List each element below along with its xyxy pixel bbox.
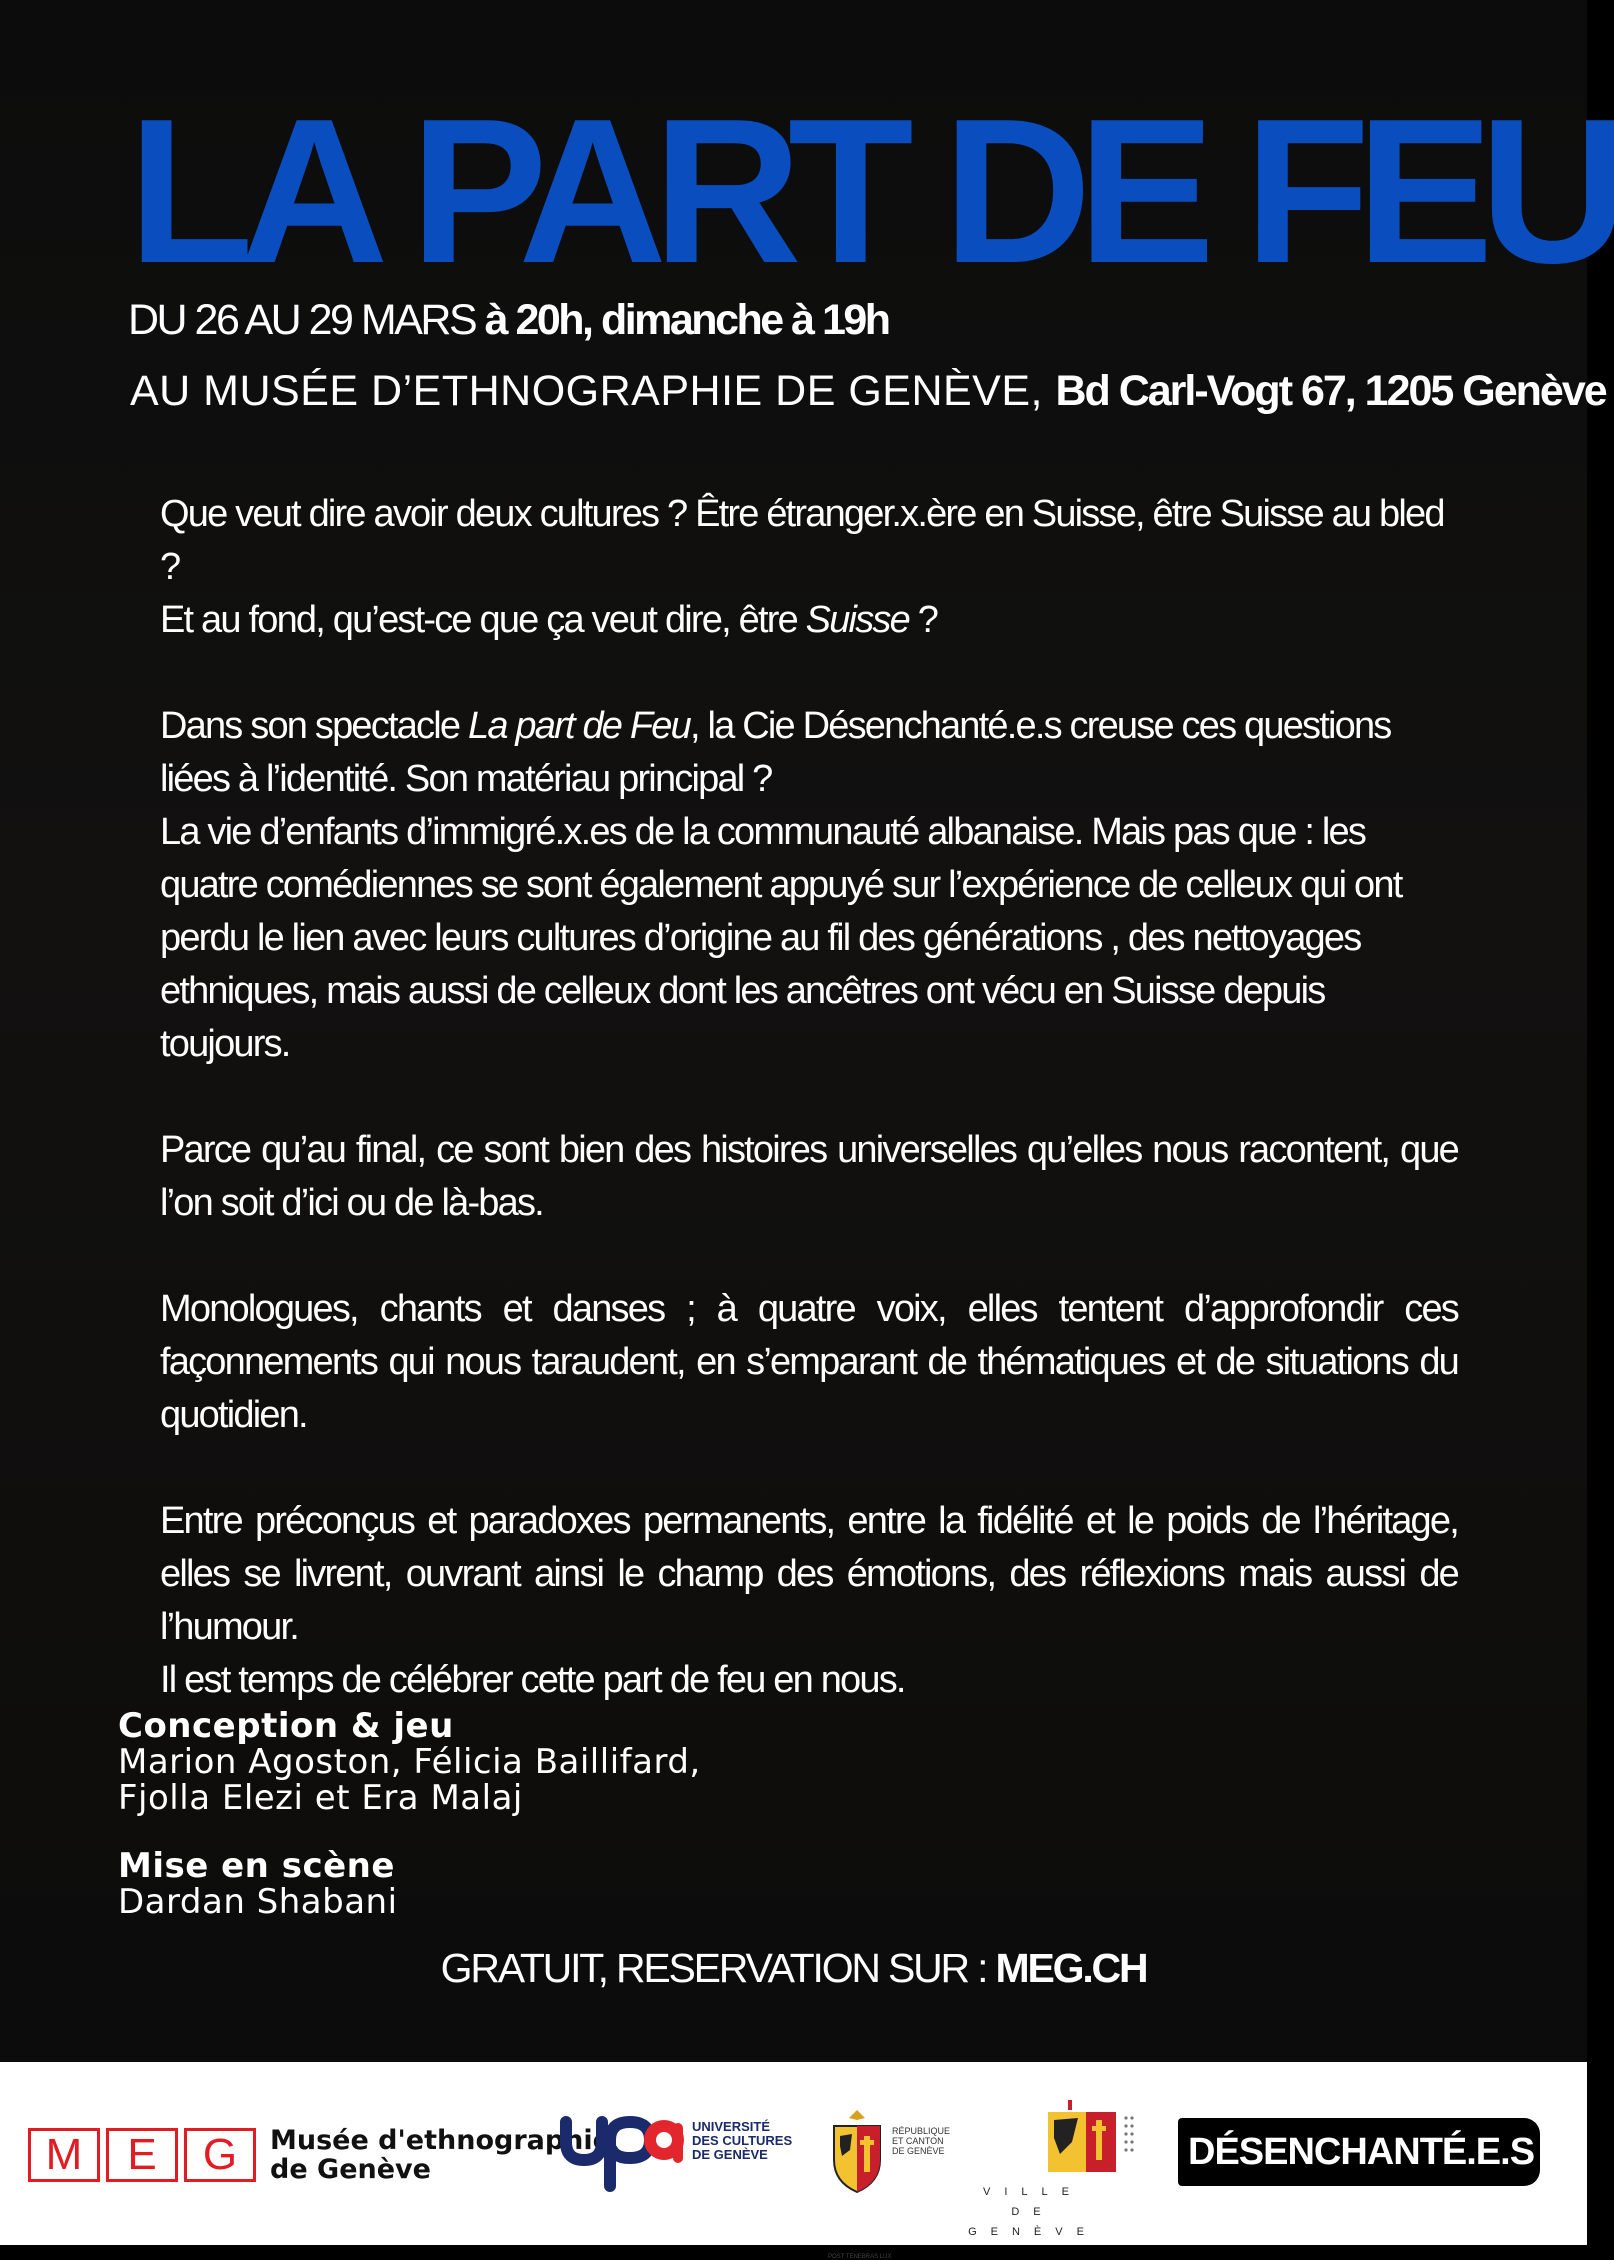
- upa-logo: [560, 2112, 792, 2196]
- p1-line1: Que veut dire avoir deux cultures ? Être étranger.x.ère en Suisse, être Suisse au bled ?: [160, 493, 1444, 588]
- paragraph-3: Parce qu’au final, ce sont bien des histoires universelles qu’elles nous racontent, que l’on soit d’ici ou de là-bas.: [160, 1129, 1458, 1224]
- p1-italic: Suisse: [805, 599, 909, 641]
- credit-names: Dardan Shabani: [118, 1882, 398, 1922]
- p2-continuation: La vie d’enfants d’immigré.x.es de la communauté albanaise. Mais pas que : les quatre comédiennes se sont également appuyé sur l’expérience de celleux qui ont perdu le lien avec leurs cultures d’origine au fil des générations , des nettoyages ethniques, mais aussi de celleux dont les ancêtres ont vécu en Suisse depuis toujours.: [160, 811, 1402, 1065]
- meg-letter: E: [106, 2128, 178, 2182]
- geneva-canton-name: [892, 2126, 950, 2156]
- booking-text: GRATUIT, RESERVATION SUR :: [440, 1945, 996, 1991]
- geneva-motto: POST TENEBRAS LUX: [828, 2254, 892, 2260]
- paragraph-5: [160, 1495, 1458, 1707]
- booking-info: [0, 1945, 1587, 1992]
- ville-coat-of-arms-icon: [968, 2098, 1148, 2178]
- p1-line2-text: Et au fond, qu’est-ce que ça veut dire, être: [160, 599, 806, 641]
- meg-name-line: de Genève: [270, 2154, 431, 2185]
- p2-rest: , la Cie Désenchanté.e.s creuse ces questions liées à l’identité. Son matériau principal ?: [160, 705, 1391, 800]
- meg-name-line: Musée d'ethnographie: [270, 2125, 611, 2156]
- credit-role: Mise en scène: [118, 1846, 395, 1886]
- booking-link[interactable]: MEG.CH: [995, 1945, 1147, 1991]
- credit-names: Marion Agoston, Félicia Baillifard,: [118, 1742, 701, 1782]
- meg-logo: [28, 2126, 611, 2184]
- p2-italic: La part de Feu: [468, 705, 690, 747]
- upa-mark-icon: [560, 2112, 684, 2196]
- credit-names: Fjolla Elezi et Era Malaj: [118, 1778, 523, 1818]
- meg-letter: M: [28, 2128, 100, 2182]
- upa-name: [692, 2120, 792, 2162]
- credit-direction: [118, 1848, 701, 1920]
- ville-de-geneve-logo: [968, 2098, 1148, 2238]
- venue-address: Bd Carl-Vogt 67, 1205 Genève: [1055, 367, 1606, 415]
- geneva-coat-of-arms-icon: [828, 2106, 886, 2196]
- upa-line: DE GENÈVE: [692, 2147, 768, 2162]
- description: [160, 488, 1458, 1760]
- partner-logos: [0, 2062, 1587, 2260]
- upa-line: DES CULTURES: [692, 2133, 793, 2148]
- geneva-canton-logo: [828, 2106, 951, 2260]
- p1-line2: [160, 594, 1458, 647]
- ge-line: RÉPUBLIQUE: [892, 2126, 951, 2136]
- paragraph-4: Monologues, chants et danses ; à quatre voix, elles tentent d’approfondir ces façonnements qui nous taraudent, en s’emparant de thématiques et de situations du quotidien.: [160, 1288, 1458, 1436]
- event-venue: [130, 367, 1606, 416]
- credit-conception: [118, 1708, 701, 1816]
- ville-line: GENÈVE: [968, 2226, 1098, 2238]
- upa-line: UNIVERSITÉ: [692, 2119, 771, 2134]
- poster-title: LA PART DE FEU: [128, 76, 1614, 306]
- ville-line: VILLE DE: [983, 2186, 1083, 2218]
- p5-closing: Il est temps de célébrer cette part de feu en nous.: [160, 1659, 905, 1701]
- credits: [118, 1708, 701, 1952]
- ge-line: ET CANTON: [892, 2136, 944, 2146]
- event-dates: [128, 296, 889, 345]
- ge-line: DE GENÈVE: [892, 2146, 945, 2156]
- paragraph-1: [160, 488, 1458, 647]
- credit-role: Conception & jeu: [118, 1706, 454, 1746]
- meg-letter: G: [184, 2128, 256, 2182]
- paragraph-2: [160, 700, 1458, 1071]
- dates-text: DU 26 AU 29 MARS: [128, 296, 485, 344]
- desenchantees-logo: DÉSENCHANTÉ.E.S: [1178, 2118, 1540, 2186]
- dates-times: à 20h, dimanche à 19h: [484, 296, 889, 344]
- p2-intro: Dans son spectacle: [160, 705, 468, 747]
- venue-name: AU MUSÉE D’ETHNOGRAPHIE DE GENÈVE,: [130, 367, 1056, 415]
- p1-line2-end: ?: [908, 599, 938, 641]
- p5-main: Entre préconçus et paradoxes permanents, entre la fidélité et le poids de l’héritage, elles se livrent, ouvrant ainsi le champ des émotions, des réflexions mais aussi de l’humour.: [160, 1500, 1458, 1648]
- ville-name: [968, 2182, 1098, 2242]
